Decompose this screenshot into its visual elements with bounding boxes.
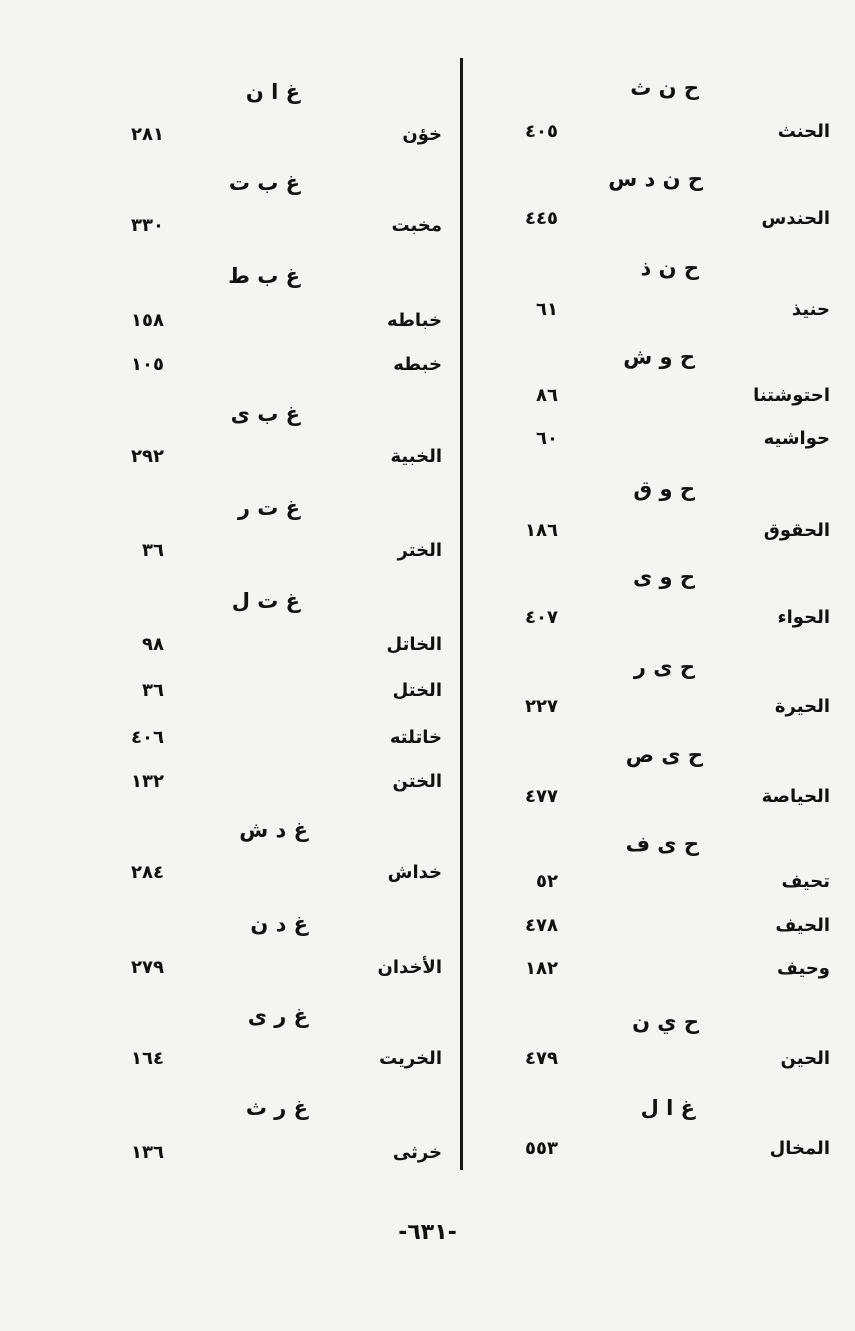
entry-word: الحواء: [777, 607, 830, 628]
entry-word: مخبت: [391, 215, 442, 236]
page-number: -٦٣١-: [398, 1220, 457, 1245]
entry-page: ٩٨: [142, 634, 164, 655]
root-heading: ح ن ذ: [640, 256, 699, 280]
root-heading: غ د ن: [250, 912, 308, 936]
entry-page: ٣٦: [142, 680, 164, 701]
entry-word: الختر: [397, 540, 442, 561]
entry-page: ٢٢٧: [525, 696, 558, 717]
entry-word: الحندس: [761, 208, 830, 229]
entry-page: ١٣٢: [131, 771, 164, 792]
entry-word: وحيف: [777, 958, 830, 979]
entry-word: الختل: [392, 680, 442, 701]
root-heading: غ ب ى: [230, 402, 300, 426]
root-heading: غ ا ن: [245, 80, 300, 104]
entry-word: المخال: [769, 1138, 830, 1159]
entry-page: ١٣٦: [131, 1142, 164, 1163]
entry-word: حنيذ: [791, 299, 830, 320]
entry-word: تحيف: [781, 871, 830, 892]
entry-page: ٢٩٢: [131, 446, 164, 467]
entry-page: ٣٦: [142, 540, 164, 561]
entry-word: الخبية: [390, 446, 442, 467]
root-heading: غ ر ث: [245, 1096, 308, 1120]
entry-word: الحيف: [775, 915, 830, 936]
entry-page: ١٥٨: [131, 310, 164, 331]
entry-word: الحياصة: [761, 786, 830, 807]
entry-page: ٤٧٧: [525, 786, 558, 807]
entry-page: ٤٧٨: [525, 915, 558, 936]
root-heading: ح و ق: [633, 477, 695, 501]
root-heading: غ ب ت: [228, 171, 300, 195]
entry-word: الخريت: [379, 1048, 442, 1069]
entry-page: ٦٠: [536, 428, 558, 449]
entry-word: خؤن: [402, 124, 442, 145]
root-heading: غ د ش: [239, 818, 308, 842]
right-column: [425, 0, 855, 1200]
entry-word: الختن: [392, 771, 442, 792]
entry-word: الخاتل: [386, 634, 442, 655]
entry-word: خاتلته: [389, 727, 442, 748]
entry-word: خباطه: [387, 310, 442, 331]
root-heading: غ ر ى: [247, 1004, 308, 1028]
entry-page: ٤٤٥: [525, 208, 558, 229]
root-heading: ح و ش: [623, 345, 695, 369]
entry-word: الحقوق: [763, 520, 830, 541]
root-heading: ح و ى: [632, 565, 695, 589]
root-heading: ح ى ر: [633, 655, 695, 679]
entry-page: ٢٨٤: [131, 862, 164, 883]
entry-page: ٤٠٧: [525, 607, 558, 628]
root-heading: ح ي ن: [632, 1010, 699, 1034]
entry-word: الحين: [780, 1048, 830, 1069]
entry-page: ١٦٤: [131, 1048, 164, 1069]
entry-page: ٢٨١: [131, 124, 164, 145]
entry-page: ١٠٥: [131, 354, 164, 375]
root-heading: ح ن ث: [630, 76, 699, 100]
entry-page: ٢٧٩: [131, 957, 164, 978]
entry-word: الأخدان: [377, 957, 442, 978]
entry-word: الحنث: [777, 121, 830, 142]
entry-page: ٥٢: [536, 871, 558, 892]
entry-page: ٣٣٠: [131, 215, 164, 236]
entry-word: احتوشتنا: [753, 385, 830, 406]
entry-word: خبطه: [393, 354, 442, 375]
entry-word: الحيرة: [774, 696, 830, 717]
root-heading: ح ن د س: [608, 167, 703, 191]
root-heading: ح ى ص: [625, 743, 703, 767]
entry-word: خرثى: [392, 1142, 442, 1163]
entry-page: ٤٧٩: [525, 1048, 558, 1069]
root-heading: غ ت ل: [231, 589, 300, 613]
entry-page: ١٨٢: [525, 958, 558, 979]
entry-page: ٨٦: [536, 385, 558, 406]
entry-word: حواشيه: [763, 428, 830, 449]
root-heading: غ ا ل: [640, 1096, 695, 1120]
entry-word: خداش: [387, 862, 442, 883]
left-column: [0, 0, 442, 1200]
root-heading: ح ى ف: [625, 832, 699, 856]
entry-page: ٤٠٦: [131, 727, 164, 748]
root-heading: غ ت ر: [237, 496, 300, 520]
entry-page: ٦١: [536, 299, 558, 320]
entry-page: ٥٥٣: [525, 1138, 558, 1159]
entry-page: ٤٠٥: [525, 121, 558, 142]
entry-page: ١٨٦: [525, 520, 558, 541]
root-heading: غ ب ط: [228, 264, 300, 288]
